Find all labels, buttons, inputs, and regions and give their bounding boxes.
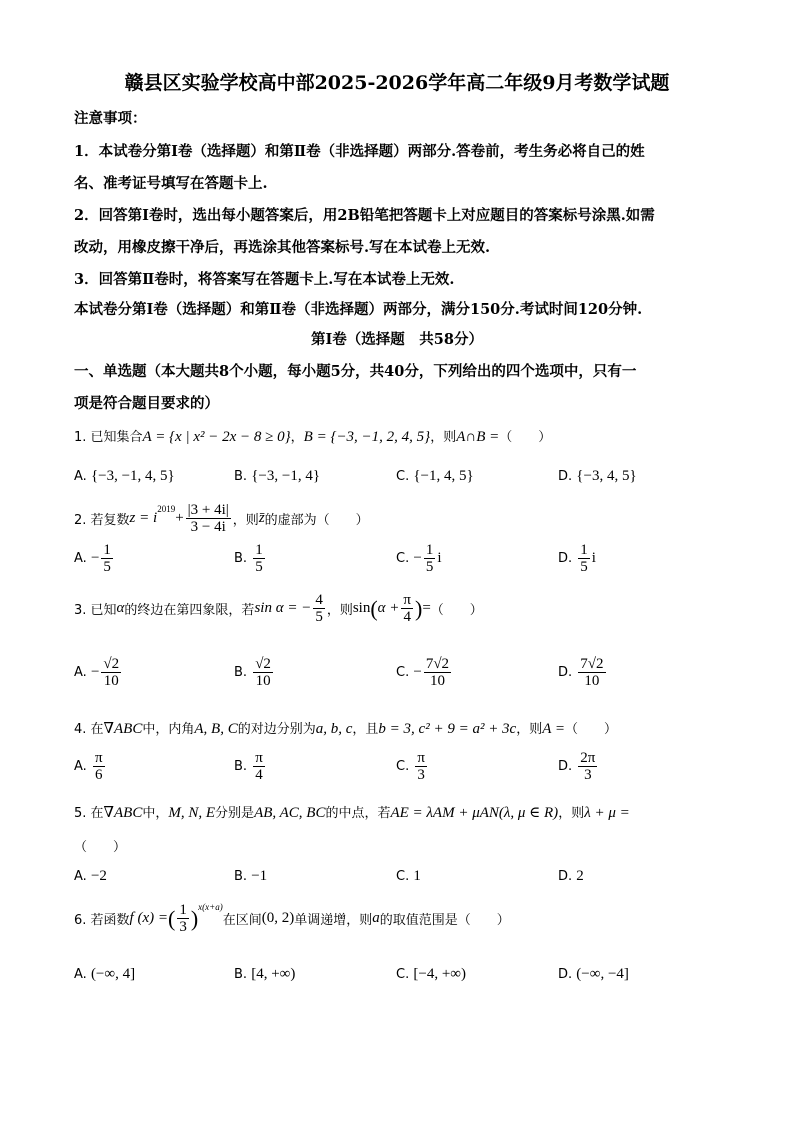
question-4: [74, 718, 617, 738]
option-fraction: [101, 656, 121, 689]
q3-paren: （ ）: [430, 603, 483, 618]
q5-segments: AB, AC, BC: [254, 805, 326, 821]
q3-option-b: [234, 656, 275, 689]
q3-sin-2: sin: [352, 600, 371, 616]
q6-interval: (0, 2): [261, 910, 295, 926]
option-sign: −: [413, 550, 422, 566]
question-6: [74, 902, 510, 935]
option-denominator: 3: [417, 767, 425, 783]
option-value: [−4, +∞): [413, 966, 466, 982]
option-sign: −: [90, 664, 100, 680]
q1-option-a: [74, 468, 175, 485]
q6-mid-2: 单调递增，则: [294, 913, 373, 928]
q3-pi-numerator: π: [403, 592, 411, 608]
q3-tail: ，则: [326, 603, 353, 618]
option-label: D.: [558, 967, 573, 982]
option-label: A.: [74, 665, 87, 680]
q6-a: a: [372, 910, 380, 926]
option-sign: −: [413, 664, 422, 680]
q4-mid: 中，内角: [142, 722, 195, 737]
q2-prefix: 2. 若复数: [74, 513, 130, 528]
option-fraction: [415, 750, 427, 783]
option-denominator: 5: [425, 559, 434, 575]
q3-mid: 的终边在第四象限，若: [124, 603, 255, 618]
right-paren-icon: ): [415, 595, 423, 621]
option-numerator: 1: [103, 542, 111, 558]
q1-option-c: [396, 468, 474, 485]
option-fraction: [253, 656, 273, 689]
q1-ask: ，则: [430, 430, 457, 445]
q5-mid-2: 分别是: [215, 806, 255, 821]
q3-numerator: 4: [315, 592, 323, 608]
option-label: A.: [74, 759, 87, 774]
q6-prefix: 6. 若函数: [74, 913, 130, 928]
option-value: −1: [251, 868, 268, 884]
option-denominator: 10: [255, 673, 271, 689]
q5-condition: (λ, μ ∈ R): [498, 805, 559, 821]
q4-option-c: [396, 750, 429, 783]
option-fraction: [253, 542, 265, 575]
q6-option-c: [396, 966, 466, 983]
q6-mid: 在区间: [222, 913, 262, 928]
q1-expr: A∩B =: [456, 429, 500, 445]
option-numerator: 7√2: [425, 656, 450, 672]
option-numerator: √2: [255, 656, 271, 672]
option-denominator: 10: [103, 673, 119, 689]
q6-option-a: [74, 966, 135, 983]
q5-option-b: [234, 868, 267, 885]
option-label: D.: [558, 869, 573, 884]
right-paren-icon: ): [190, 905, 199, 931]
option-fraction: [424, 656, 451, 689]
option-value: −2: [90, 868, 107, 884]
option-value: {−3, −1, 4, 5}: [90, 468, 175, 484]
q2-numerator: |3 + 4i|: [187, 502, 229, 518]
question-1: [74, 426, 551, 446]
option-numerator: 1: [425, 542, 434, 558]
option-label: C.: [396, 665, 410, 680]
option-label: A.: [74, 869, 87, 884]
q5-vector-eq: AE = λAM + μAN: [390, 805, 499, 821]
q2-option-c: [396, 542, 442, 575]
option-value: {−3, 4, 5}: [576, 468, 637, 484]
q4-mid-4: ，则: [516, 722, 543, 737]
q3-option-d: [558, 656, 608, 689]
q5-mid-3: 的中点，若: [325, 806, 391, 821]
q5-option-a: [74, 868, 107, 885]
q4-option-b: [234, 750, 267, 783]
q6-option-d: [558, 966, 629, 983]
q5-mid-4: ，则: [558, 806, 585, 821]
option-denominator: 10: [429, 673, 445, 689]
q3-fraction: [313, 592, 325, 625]
option-numerator: 2π: [580, 750, 596, 766]
option-value: {−1, 4, 5}: [413, 468, 474, 484]
option-label: B.: [234, 665, 248, 680]
q2-zbar: z̄: [258, 510, 265, 526]
option-denominator: 3: [584, 767, 592, 783]
option-fraction: [93, 750, 105, 783]
option-denominator: 10: [584, 673, 600, 689]
option-numerator: 1: [580, 542, 588, 558]
q4-prefix: 4. 在: [74, 722, 104, 737]
q4-sides: a, b, c: [315, 721, 353, 737]
notice-line-5: 3．回答第Ⅱ卷时，将答案写在答题卡上.写在本试卷上无效.: [74, 271, 455, 288]
option-label: B.: [234, 967, 248, 982]
question-3: [74, 592, 483, 625]
option-fraction: [101, 542, 113, 575]
option-label: A.: [74, 967, 87, 982]
section1-line-2: 项是符合题目要求的）: [74, 395, 219, 412]
q4-mid-2: 的对边分别为: [237, 722, 316, 737]
option-value: (−∞, 4]: [90, 966, 136, 982]
q3-inner: α +: [377, 600, 400, 616]
option-label: D.: [558, 665, 573, 680]
option-label: B.: [234, 551, 248, 566]
q4-option-a: [74, 750, 107, 783]
option-numerator: √2: [103, 656, 120, 672]
q5-ask: λ + μ =: [584, 805, 630, 821]
q6-fraction: [177, 902, 189, 935]
q5-option-d: [558, 868, 584, 885]
q2-option-b: [234, 542, 267, 575]
q4-option-d: [558, 750, 599, 783]
option-label: B.: [234, 759, 248, 774]
q3-alpha: α: [116, 600, 125, 616]
q2-fraction: [186, 502, 231, 535]
option-numerator: π: [255, 750, 263, 766]
option-sign: −: [90, 550, 100, 566]
question-2: [74, 502, 369, 535]
q4-ask: A =: [542, 721, 566, 737]
q2-plus: +: [175, 510, 184, 526]
q6-numerator: 1: [179, 902, 187, 918]
notice-line-3: 2．回答第Ⅰ卷时，选出每小题答案后，用2B铅笔把答题卡上对应题目的答案标号涂黑.如需: [74, 207, 655, 224]
option-value: [4, +∞): [251, 966, 296, 982]
section1-line-1: 一、单选题（本大题共8个小题，每小题5分，共40分，下列给出的四个选项中，只有一: [74, 363, 637, 380]
q1-option-d: [558, 468, 637, 485]
notice-line-2: 名、准考证号填写在答题卡上.: [74, 175, 268, 192]
q5-prefix: 5. 在: [74, 806, 104, 821]
q6-exponent: x(x+a): [198, 902, 223, 912]
option-fraction: [253, 750, 265, 783]
q1-paren: （ ）: [499, 430, 552, 445]
option-numerator: π: [417, 750, 425, 766]
option-suffix: i: [591, 550, 596, 566]
q1-option-b: [234, 468, 320, 485]
option-value: 2: [576, 868, 584, 884]
option-fraction: [578, 750, 597, 783]
option-suffix: i: [437, 550, 442, 566]
q2-z: z = i: [129, 510, 158, 526]
q2-option-d: [558, 542, 596, 575]
notice-line-4: 改动，用橡皮擦干净后，再选涂其他答案标号.写在本试卷上无效.: [74, 239, 491, 256]
q6-tail: 的取值范围是（ ）: [379, 913, 510, 928]
q6-fx: f (x) =: [129, 910, 168, 926]
q5-points: M, N, E: [168, 805, 216, 821]
option-numerator: π: [94, 750, 103, 766]
option-label: C.: [396, 469, 410, 484]
option-denominator: 6: [94, 767, 103, 783]
option-label: C.: [396, 869, 410, 884]
option-label: B.: [234, 869, 248, 884]
q3-eq: =: [422, 600, 431, 616]
q4-angles: A, B, C: [194, 721, 238, 737]
q5-paren: （ ）: [74, 840, 127, 855]
q2-exponent: 2019: [157, 504, 176, 514]
option-value: 1: [413, 868, 421, 884]
q3-option-a: [74, 656, 123, 689]
part1-heading: 第Ⅰ卷（选择题 共58分）: [311, 331, 483, 348]
option-denominator: 5: [580, 559, 588, 575]
q4-mid-3: ，且: [352, 722, 379, 737]
option-label: C.: [396, 551, 410, 566]
q3-pi-denominator: 4: [403, 609, 411, 625]
q2-denominator: 3 − 4i: [190, 519, 226, 535]
q5-mid: 中，: [142, 806, 169, 821]
option-label: D.: [558, 551, 573, 566]
q5-triangle: ∇ABC: [103, 805, 143, 821]
option-label: D.: [558, 759, 573, 774]
q2-option-a: [74, 542, 115, 575]
option-denominator: 5: [255, 559, 263, 575]
q3-pi-fraction: [401, 592, 413, 625]
q2-tail-2: 的虚部为（ ）: [264, 513, 369, 528]
q4-condition: b = 3, c² + 9 = a² + 3c: [378, 721, 517, 737]
q6-option-b: [234, 966, 295, 983]
q3-option-c: [396, 656, 453, 689]
q4-triangle: ∇ABC: [103, 721, 143, 737]
q1-set-b: B = {−3, −1, 2, 4, 5}: [303, 429, 431, 445]
q1-prefix: 1. 已知集合: [74, 430, 143, 445]
option-fraction: [424, 542, 436, 575]
exam-title: 赣县区实验学校高中部2025-2026学年高二年级9月考数学试题: [124, 72, 670, 94]
option-denominator: 5: [103, 559, 111, 575]
option-fraction: [578, 542, 590, 575]
option-label: C.: [396, 967, 410, 982]
notice-line-1: 1．本试卷分第Ⅰ卷（选择题）和第Ⅱ卷（非选择题）两部分.答卷前，考生务必将自己的姓: [74, 143, 645, 160]
option-fraction: [578, 656, 605, 689]
q3-denominator: 5: [315, 609, 323, 625]
option-label: D.: [558, 469, 573, 484]
option-value: {−3, −1, 4}: [251, 468, 321, 484]
left-paren-icon: (: [167, 905, 176, 931]
option-numerator: 7√2: [580, 656, 604, 672]
q2-tail-1: ，则: [232, 513, 259, 528]
exam-info-line: 本试卷分第Ⅰ卷（选择题）和第Ⅱ卷（非选择题）两部分，满分150分.考试时间120分钟.: [74, 301, 643, 318]
option-denominator: 4: [255, 767, 263, 783]
option-label: C.: [396, 759, 410, 774]
notice-heading: 注意事项：: [74, 110, 147, 127]
option-label: B.: [234, 469, 248, 484]
q3-prefix: 3. 已知: [74, 603, 117, 618]
question-5: [74, 802, 630, 822]
left-paren-icon: (: [370, 595, 378, 621]
option-numerator: 1: [255, 542, 263, 558]
q5-option-c: [396, 868, 421, 885]
option-label: A.: [74, 551, 87, 566]
q1-sep: ，: [290, 430, 304, 445]
option-value: (−∞, −4]: [576, 966, 629, 982]
q1-set-a: A = {x | x² − 2x − 8 ≥ 0}: [142, 429, 291, 445]
q4-paren: （ ）: [565, 722, 618, 737]
option-label: A.: [74, 469, 87, 484]
q3-sin: sin α = −: [254, 600, 312, 616]
q6-denominator: 3: [179, 919, 187, 935]
